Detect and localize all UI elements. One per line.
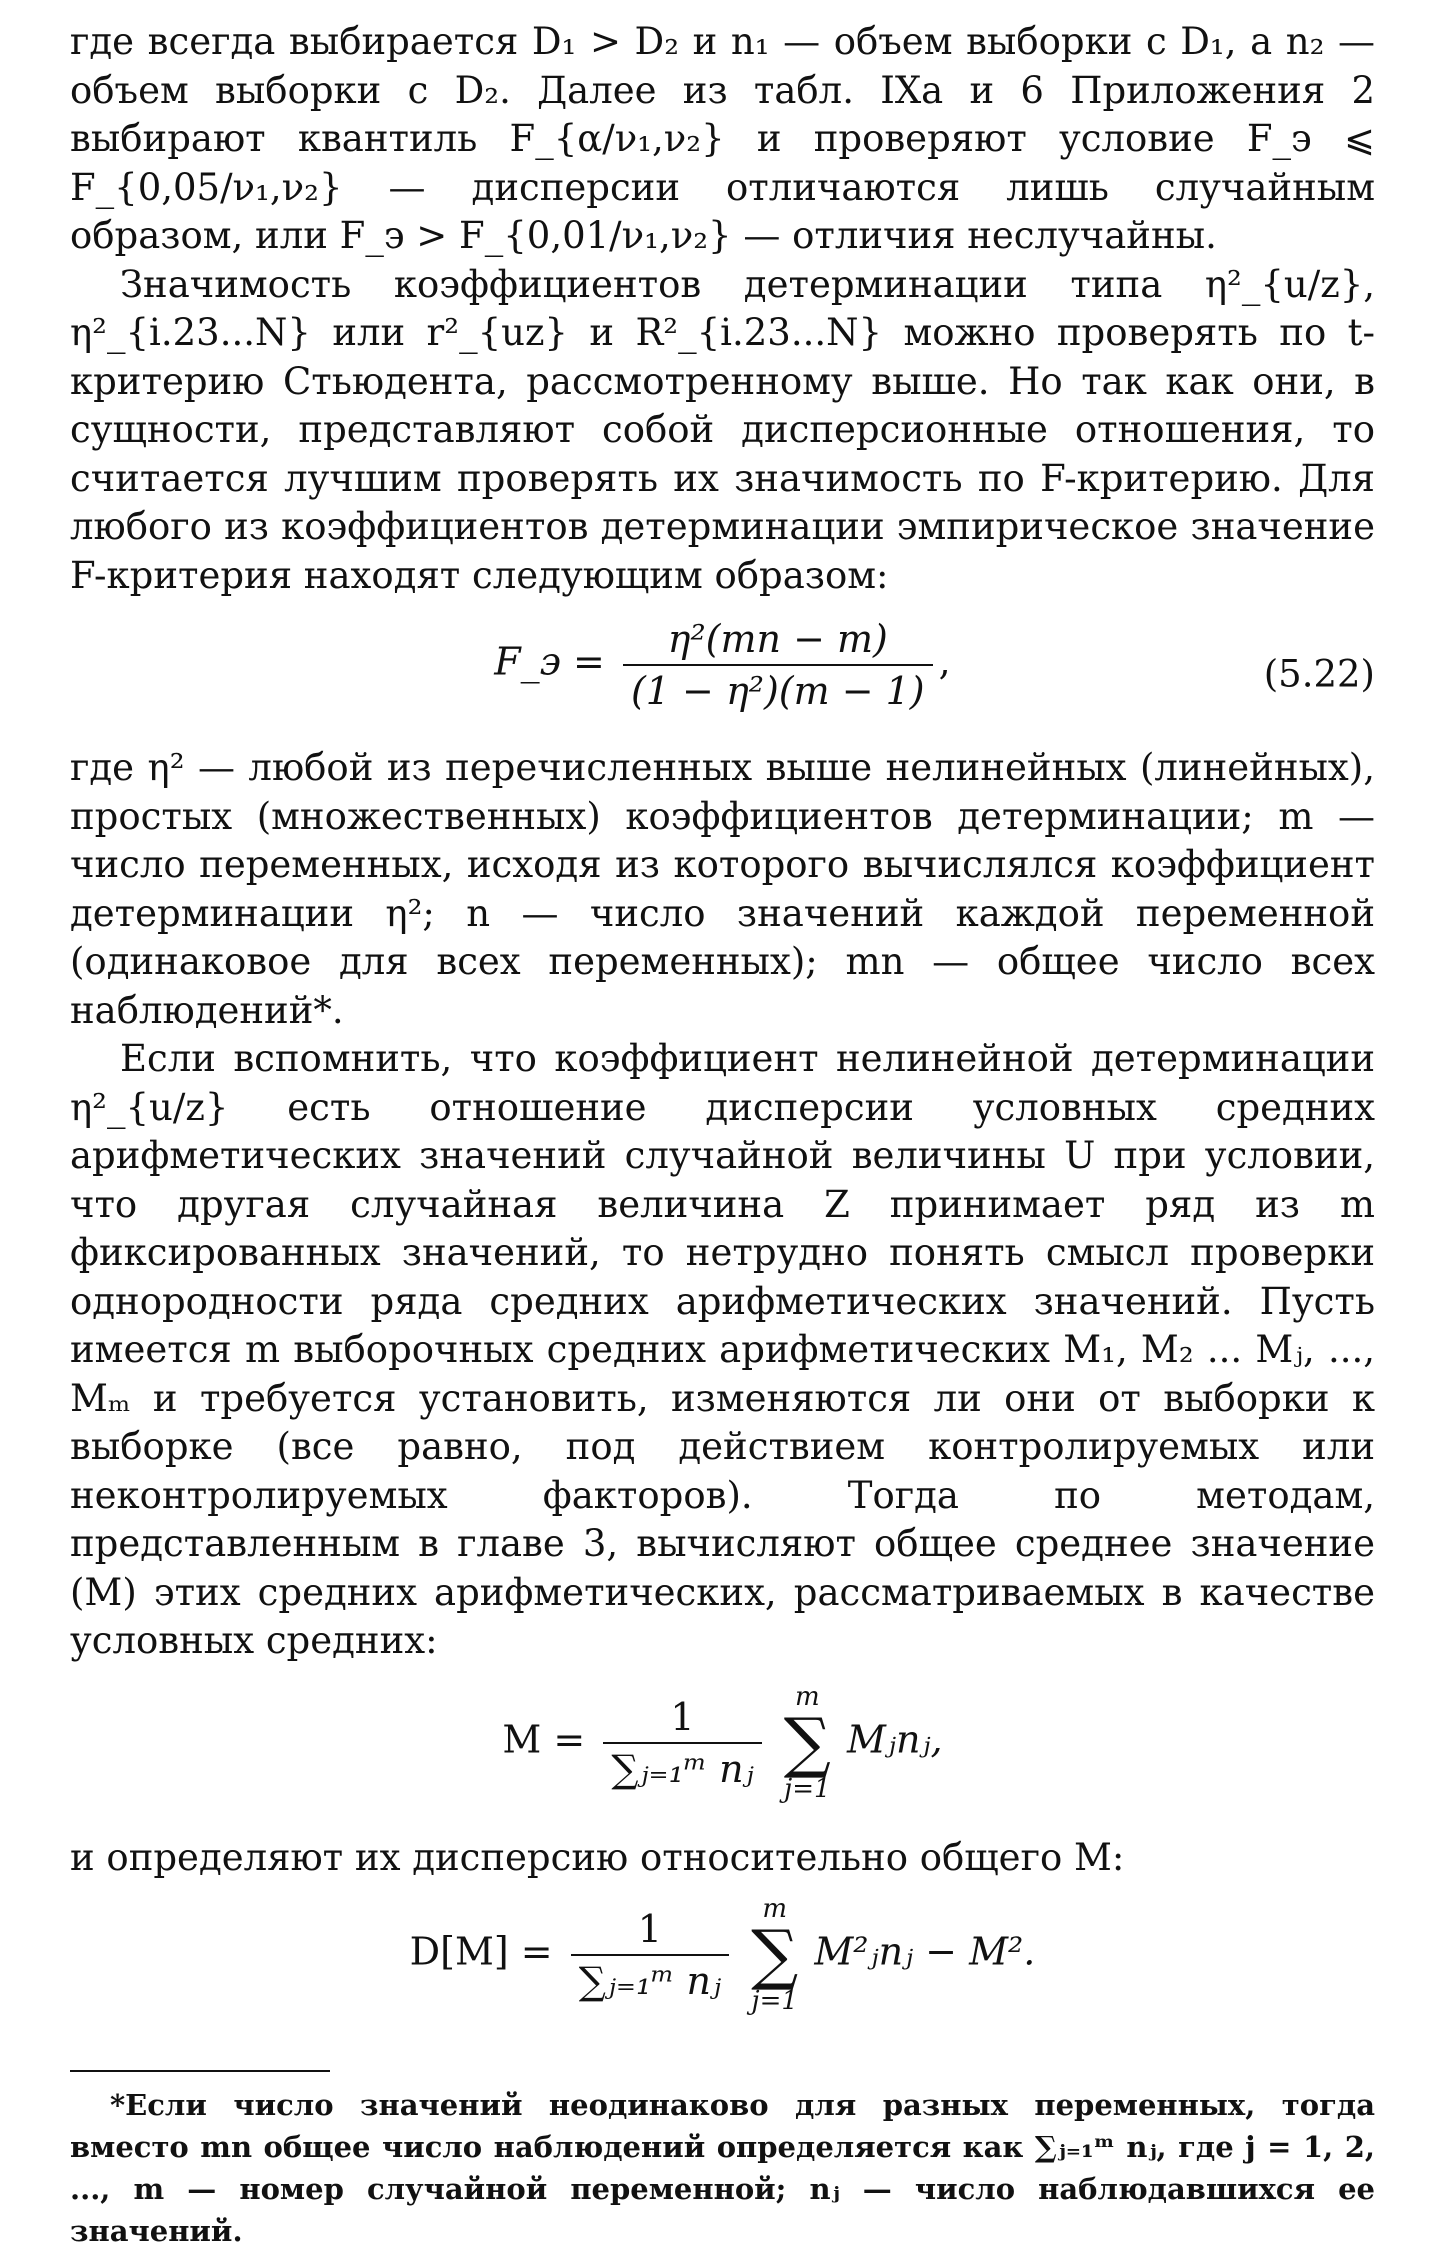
equation-number: (5.22): [1263, 652, 1375, 696]
formula-5-22-comma: ,: [938, 639, 951, 684]
paragraph-1: где всегда выбирается D₁ > D₂ и n₁ — объем выборки с D₁, а n₂ — объем выборки с D₂. Далее из табл. IXa и 6 Приложения 2 выбирают квантиль F_{α/ν₁,ν₂} и проверяют условие F_э ⩽ F_{0,05/ν₁,ν₂} — дисперсии отличаются лишь случайным образом, или F_э > F_{0,01/ν₁,ν₂} — отличия неслучайны.: [70, 20, 1375, 257]
sum-lower-limit: j=1: [751, 1986, 798, 2016]
formula-dispersion: [70, 1896, 1375, 2036]
paragraph-3: где η² — любой из перечисленных выше нелинейных (линейных), простых (множественных) коэффициентов детерминации; m — число переменных, исходя из которого вычислялся коэффициент детерминации η²; n — число значений каждой переменной (одинаковое для всех переменных); mn — общее число всех наблюдений*.: [70, 746, 1375, 1032]
sigma-symbol: ∑: [783, 1703, 831, 1781]
formula-mean: [70, 1681, 1375, 1824]
sum-lower-limit: j=1: [784, 1773, 831, 1804]
formula-dispersion-body: M²ⱼnⱼ − M².: [814, 1929, 1036, 1974]
footnote-divider: [70, 2070, 330, 2072]
formula-mean-denominator: ∑ⱼ₌₁ᵐ nⱼ: [611, 1746, 754, 1791]
paragraph-2: Значимость коэффициентов детерминации типа η²_{u/z}, η²_{i.23...N} или r²_{uz} и R²_{i.23...N} можно проверять по t-критерию Стьюдента, рассмотренному выше. Но так как они, в сущности, представляют собой дисперсионные отношения, то считается лучшим проверять их значимость по F-критерию. Для любого из коэффициентов детерминации эмпирическое значение F-критерия находят следующим образом:: [70, 262, 1375, 597]
formula-dispersion-numerator: 1: [571, 1904, 729, 1956]
formula-dispersion-denominator: ∑ⱼ₌₁ᵐ nⱼ: [578, 1959, 722, 2003]
sum-upper-limit: m: [762, 1894, 788, 1924]
sum-upper-limit: m: [795, 1681, 820, 1712]
formula-dispersion-fraction: [571, 1904, 729, 2006]
paragraph-5: и определяют их дисперсию относительно общего M:: [70, 1835, 1125, 1879]
formula-5-22-denominator: (1 − η²)(m − 1): [630, 669, 925, 713]
sigma-symbol: ∑: [751, 1916, 799, 1993]
document-page: [70, 18, 1375, 2252]
formula-mean-numerator: 1: [603, 1692, 761, 1744]
footnote: *Если число значений неодинаково для разных переменных, тогда вместо mn общее число наблюдений определяется как ∑ⱼ₌₁ᵐ nⱼ, где j = 1, 2, ..., m — номер случайной переменной; nⱼ — число наблюдавшихся ее значений.: [70, 2088, 1375, 2248]
formula-mean-fraction: [603, 1692, 761, 1794]
formula-dispersion-lhs: D[M] =: [409, 1929, 553, 1974]
formula-5-22-fraction: [623, 614, 933, 716]
formula-5-22: [70, 614, 1375, 734]
formula-mean-sum: [783, 1681, 831, 1804]
formula-5-22-lhs: F_э =: [494, 639, 605, 684]
paragraph-4: Если вспомнить, что коэффициент нелинейной детерминации η²_{u/z} есть отношение дисперсии условных средних арифметических значений случайной величины U при условии, что другая случайная величина Z принимает ряд из m фиксированных значений, то нетрудно понять смысл проверки однородности ряда средних арифметических значений. Пусть имеется m выборочных средних арифметических M₁, M₂ ... Mⱼ, ..., Mₘ и требуется установить, изменяются ли они от выборки к выборке (все равно, под действием контролируемых или неконтролируемых факторов). Тогда по методам, представленным в главе 3, вычисляют общее среднее значение (M) этих средних арифметических, рассматриваемых в качестве условных средних:: [70, 1037, 1375, 1662]
formula-5-22-numerator: η²(mn − m): [623, 614, 933, 666]
formula-dispersion-sum: [751, 1896, 798, 2014]
formula-mean-body: Mⱼnⱼ,: [847, 1717, 943, 1761]
formula-mean-lhs: M =: [502, 1717, 586, 1761]
